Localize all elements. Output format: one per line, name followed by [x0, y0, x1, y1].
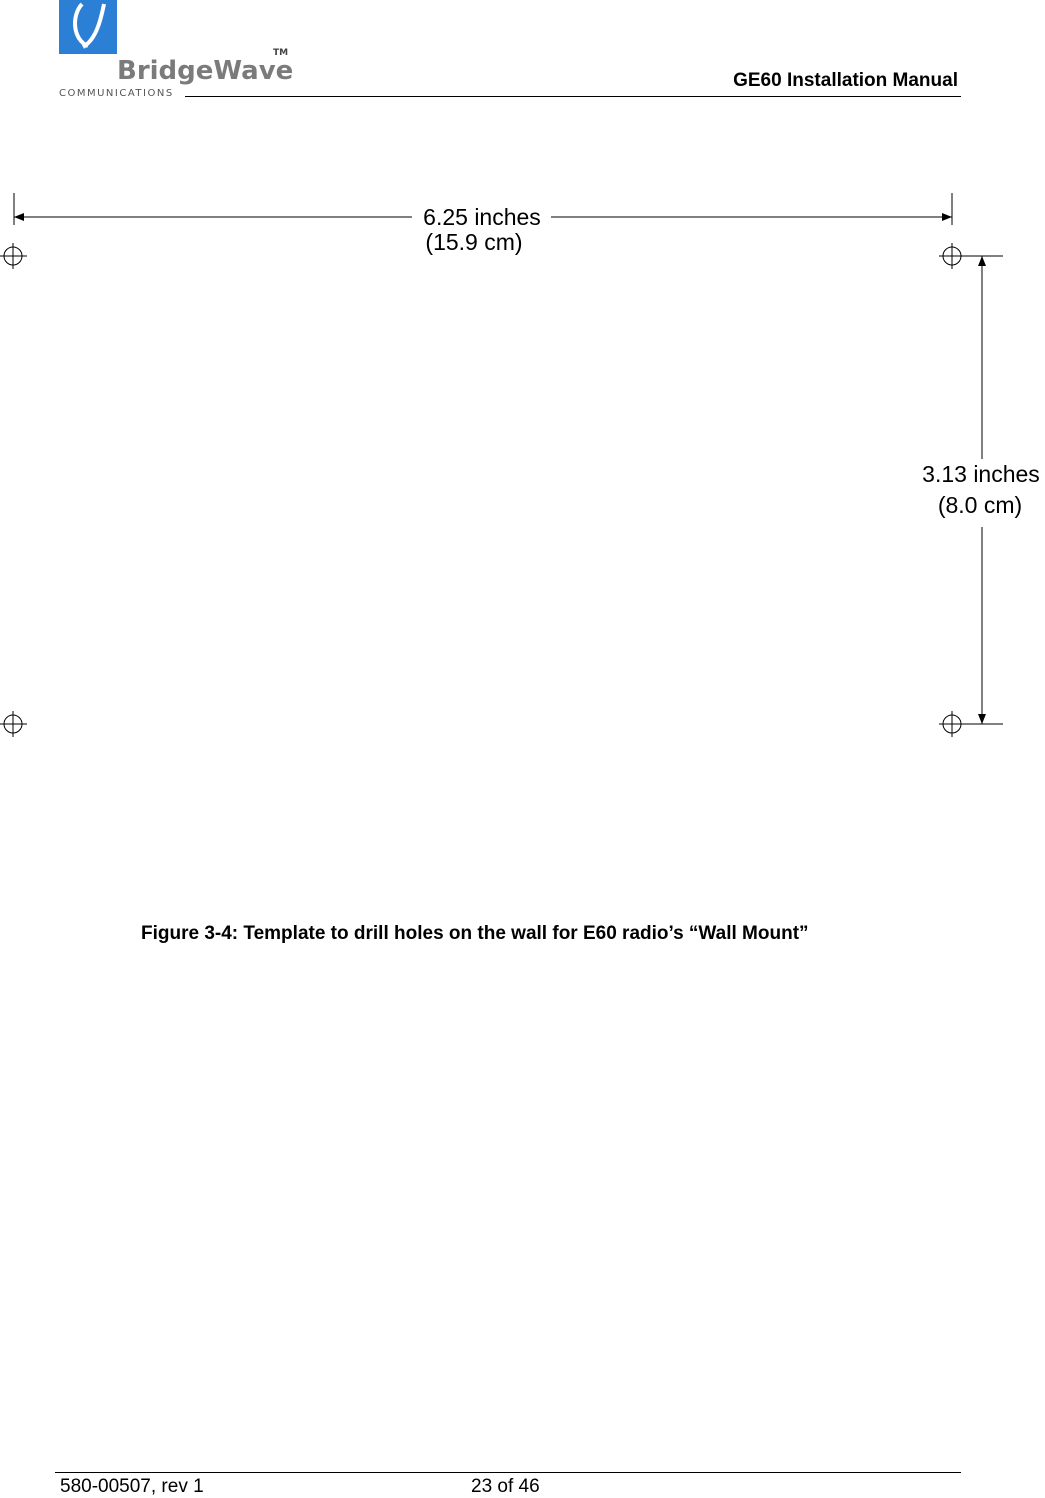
width-label: 6.25 inches [423, 204, 541, 230]
drill-hole-mark-bottom-right [939, 711, 966, 737]
bridgewave-logo [55, 0, 295, 100]
logo-wordmark: BridgeWave [117, 56, 294, 86]
drill-hole-mark-bottom-left [0, 711, 27, 737]
logo-tagline: COMMUNICATIONS [59, 88, 174, 99]
figure-caption: Figure 3-4: Template to drill holes on the wall for E60 radio’s “Wall Mount” [141, 923, 809, 944]
logo-trademark: TM [273, 48, 289, 58]
height-label: 3.13 inches [922, 461, 1040, 487]
footer-divider [55, 1472, 961, 1473]
document-number: 580-00507, rev 1 [60, 1476, 204, 1497]
header-divider [185, 96, 961, 97]
height-metric-label: (8.0 cm) [937, 492, 1023, 518]
drill-hole-mark-top-right [939, 243, 966, 269]
document-title: GE60 Installation Manual [733, 70, 958, 91]
width-metric-label: (15.9 cm) [425, 229, 523, 255]
drill-template-diagram [0, 185, 1045, 745]
page-number: 23 of 46 [471, 1476, 540, 1497]
drill-hole-mark-top-left [0, 243, 27, 269]
